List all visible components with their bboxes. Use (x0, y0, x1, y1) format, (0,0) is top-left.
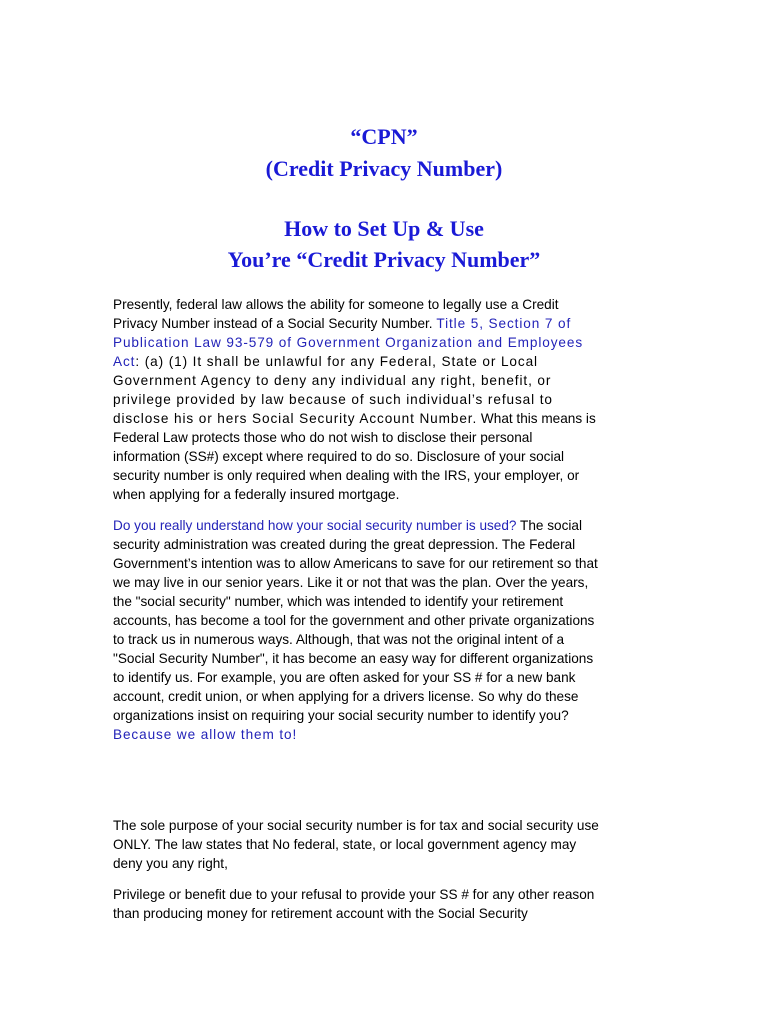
text-line: than producing money for retirement account with the Social Security (113, 906, 528, 921)
text-segment: What this means is (480, 411, 596, 426)
text-line (113, 516, 653, 535)
text-line (113, 409, 653, 428)
text-line: account, credit union, or when applying for a drivers license. So why do these (113, 689, 579, 704)
title-credit-privacy-number: (Credit Privacy Number) (265, 156, 503, 181)
text-line: "Social Security Number", it has become an easy way for different organizations (113, 651, 594, 666)
text-line (113, 352, 653, 371)
text-line: to track us in numerous ways. Although, that was not the original intent of a (113, 632, 565, 647)
text-line: we may live in our senior years. Like it or not that was the plan. Over the years, (113, 575, 589, 590)
answer-highlight: Because we allow them to! (113, 727, 298, 742)
text-segment: disclose his or hers Social Security Account Number. (113, 411, 478, 426)
text-line: Privilege or benefit due to your refusal to provide your SS # for any other reason (113, 887, 595, 902)
paragraph-federal-law (113, 295, 653, 504)
title-cpn: “CPN” (350, 124, 418, 149)
paragraph-social-security-history (113, 516, 653, 744)
text-line: ONLY. The law states that No federal, state, or local government agency may (113, 837, 577, 852)
law-citation-act: Act (113, 354, 136, 369)
text-line: organizations insist on requiring your social security number to identify you? (113, 708, 569, 723)
text-line: Federal Law protects those who do not wish to disclose their personal (113, 430, 533, 445)
text-line: Government Agency to deny any individual any right, benefit, or (113, 373, 552, 388)
text-line: Presently, federal law allows the ability for someone to legally use a Credit (113, 297, 559, 312)
text-line (113, 314, 653, 333)
text-line: privilege provided by law because of such individual’s refusal to (113, 392, 553, 407)
text-line: security administration was created during the great depression. The Federal (113, 537, 576, 552)
subtitle-how-to: How to Set Up & Use (284, 216, 484, 241)
text-line: deny you any right, (113, 856, 228, 871)
subtitle-youre-cpn: You’re “Credit Privacy Number” (227, 247, 541, 272)
paragraph-sole-purpose (113, 816, 653, 873)
text-segment: The social (520, 518, 582, 533)
text-segment: : (a) (1) It shall be unlawful for any Federal, State or Local (135, 354, 538, 369)
question-highlight: Do you really understand how your social security number is used? (113, 518, 517, 533)
text-line: accounts, has become a tool for the government and other private organizations (113, 613, 595, 628)
text-line: security number is only required when dealing with the IRS, your employer, or (113, 468, 580, 483)
text-line: information (SS#) except where required to do so. Disclosure of your social (113, 449, 565, 464)
text-line: when applying for a federally insured mortgage. (113, 487, 400, 502)
text-line: to identify us. For example, you are often asked for your SS # for a new bank (113, 670, 576, 685)
text-line: Government’s intention was to allow Americans to save for our retirement so that (113, 556, 598, 571)
paragraph-privilege (113, 885, 653, 923)
text-line: The sole purpose of your social security number is for tax and social security use (113, 818, 599, 833)
law-citation-line: Publication Law 93-579 of Government Organization and Employees (113, 335, 584, 350)
law-citation: Title 5, Section 7 of (436, 316, 572, 331)
text-line: the "social security" number, which was intended to identify your retirement (113, 594, 564, 609)
text-segment: Privacy Number instead of a Social Security Number. (113, 316, 433, 331)
